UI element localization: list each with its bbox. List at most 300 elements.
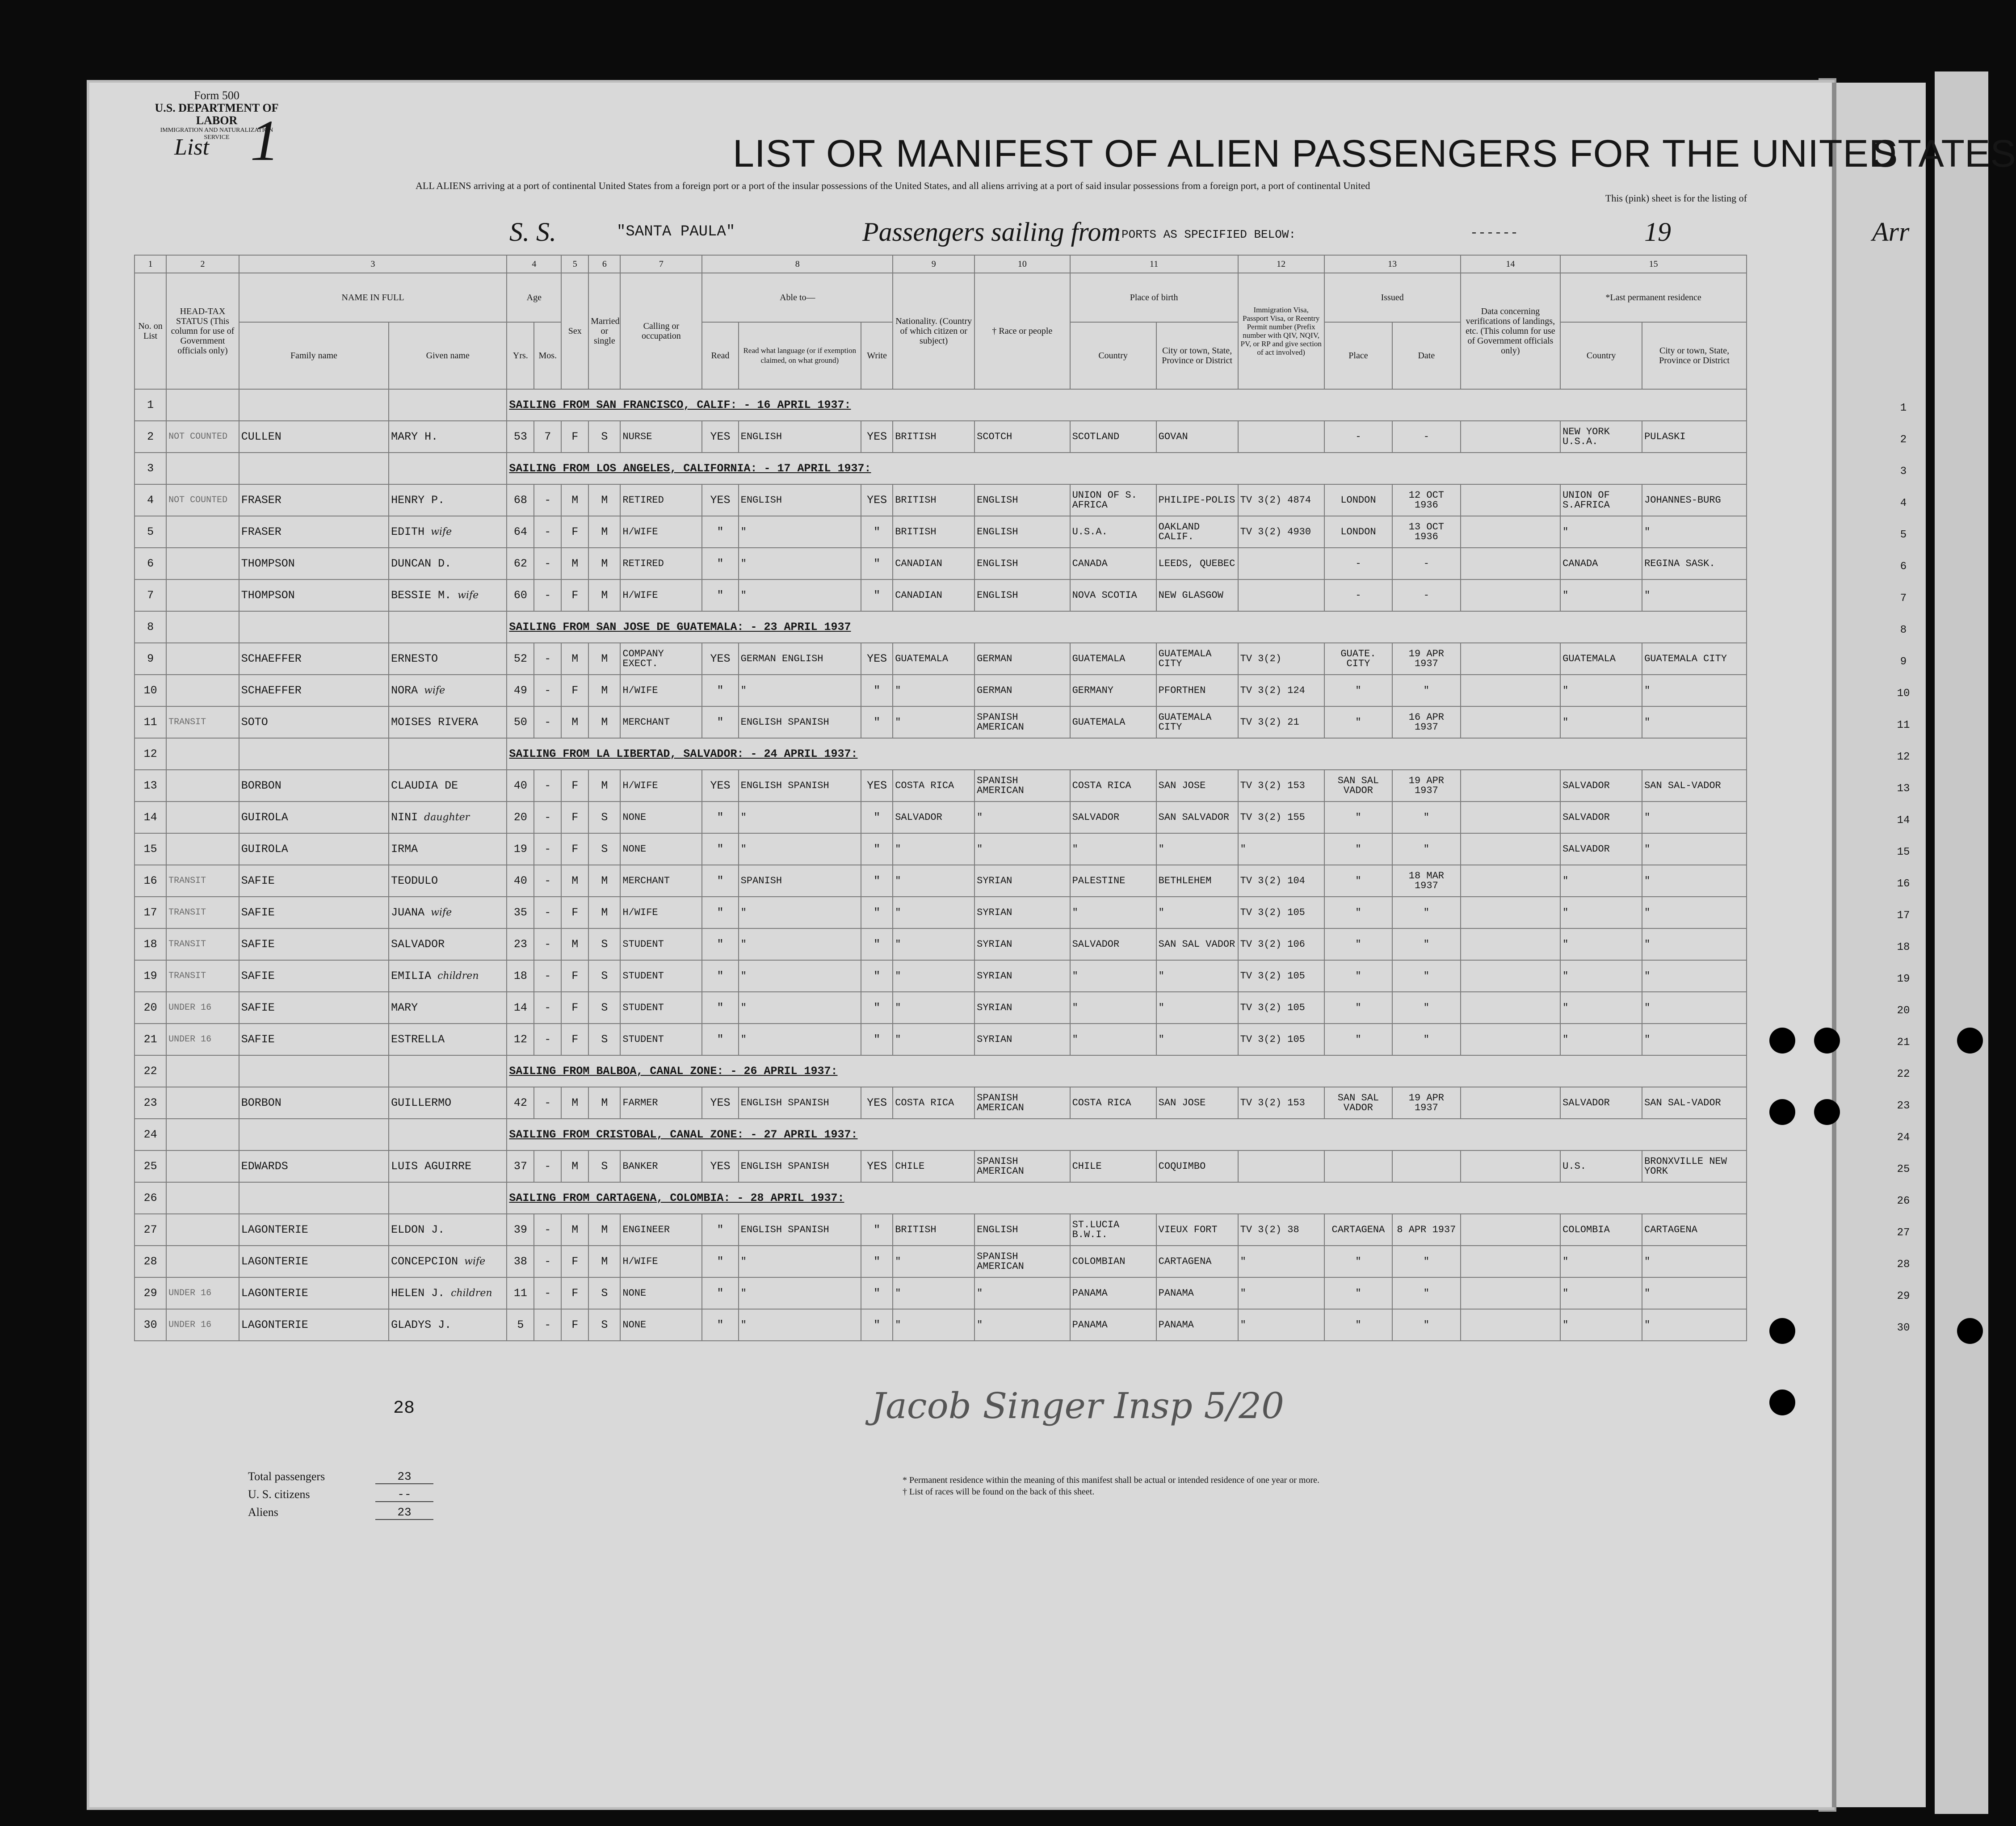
passenger-row bbox=[134, 833, 1747, 865]
right-row-number: 18 bbox=[1897, 941, 1910, 953]
verification-mark bbox=[1461, 1214, 1561, 1246]
totals-block bbox=[248, 1470, 412, 1524]
occupation: STUDENT bbox=[620, 992, 702, 1024]
given-name bbox=[389, 897, 507, 928]
right-row-number: 24 bbox=[1897, 1132, 1910, 1144]
verification-mark bbox=[1461, 1087, 1561, 1119]
read-language: " bbox=[739, 1309, 861, 1341]
passenger-row bbox=[134, 548, 1747, 579]
given-name-text: NORA bbox=[391, 684, 418, 697]
head-tax-status: UNDER 16 bbox=[166, 1309, 239, 1341]
residence-city: PULASKI bbox=[1642, 421, 1747, 453]
occupation: COMPANY EXECT. bbox=[620, 643, 702, 675]
nationality: CHILE bbox=[893, 1150, 974, 1182]
col-number: 7 bbox=[620, 255, 702, 273]
nationality: BRITISH bbox=[893, 516, 974, 548]
birth-country: SCOTLAND bbox=[1070, 421, 1156, 453]
can-read: " bbox=[702, 548, 738, 579]
issued-place: GUATE. CITY bbox=[1324, 643, 1392, 675]
age-months: - bbox=[534, 960, 561, 992]
issued-place: " bbox=[1324, 992, 1392, 1024]
given-name: ERNESTO bbox=[389, 643, 507, 675]
residence-country: U.S. bbox=[1560, 1150, 1642, 1182]
birth-country: GUATEMALA bbox=[1070, 706, 1156, 738]
family-name: EDWARDS bbox=[239, 1150, 389, 1182]
manifest-rows bbox=[134, 389, 1747, 1341]
sex: F bbox=[561, 1246, 588, 1277]
marital-status: S bbox=[588, 1277, 620, 1309]
issued-place: " bbox=[1324, 897, 1392, 928]
row-number: 13 bbox=[134, 770, 166, 802]
visa-number: TV 3(2) 4874 bbox=[1238, 484, 1324, 516]
header-age: Age bbox=[507, 273, 561, 322]
verification-mark bbox=[1461, 548, 1561, 579]
row-number: 5 bbox=[134, 516, 166, 548]
residence-country: " bbox=[1560, 1024, 1642, 1055]
read-language: " bbox=[739, 579, 861, 611]
passenger-row bbox=[134, 1024, 1747, 1055]
right-row-number: 23 bbox=[1897, 1100, 1910, 1112]
visa-number: TV 3(2) 155 bbox=[1238, 802, 1324, 833]
issued-date: " bbox=[1392, 897, 1460, 928]
verification-mark bbox=[1461, 960, 1561, 992]
col-number: 14 bbox=[1461, 255, 1561, 273]
passenger-row bbox=[134, 1309, 1747, 1341]
issued-date: 12 OCT 1936 bbox=[1392, 484, 1460, 516]
passenger-row bbox=[134, 1214, 1747, 1246]
family-name: SAFIE bbox=[239, 960, 389, 992]
family-name: SAFIE bbox=[239, 897, 389, 928]
right-row-number: 16 bbox=[1897, 878, 1910, 890]
row-number: 20 bbox=[134, 992, 166, 1024]
read-language: ENGLISH bbox=[739, 484, 861, 516]
year-prefix: 19 bbox=[1644, 217, 1671, 247]
issued-date: 8 APR 1937 bbox=[1392, 1214, 1460, 1246]
nationality: " bbox=[893, 1024, 974, 1055]
age-months: - bbox=[534, 833, 561, 865]
occupation: H/WIFE bbox=[620, 1246, 702, 1277]
age-years: 12 bbox=[507, 1024, 534, 1055]
relationship-note: wife bbox=[431, 526, 452, 537]
given-name: GLADYS J. bbox=[389, 1309, 507, 1341]
can-read: YES bbox=[702, 643, 738, 675]
issued-date: 19 APR 1937 bbox=[1392, 643, 1460, 675]
binder-hole bbox=[1769, 1099, 1795, 1125]
can-write: YES bbox=[861, 1150, 893, 1182]
marital-status: M bbox=[588, 579, 620, 611]
age-months: - bbox=[534, 1246, 561, 1277]
family-name: BORBON bbox=[239, 770, 389, 802]
race: SYRIAN bbox=[974, 992, 1070, 1024]
read-language: ENGLISH SPANISH bbox=[739, 1087, 861, 1119]
residence-city: " bbox=[1642, 675, 1747, 706]
age-months: - bbox=[534, 770, 561, 802]
header-married: Married or single bbox=[588, 273, 620, 389]
family-name: SCHAEFFER bbox=[239, 675, 389, 706]
visa-number: " bbox=[1238, 1277, 1324, 1309]
given-name: IRMA bbox=[389, 833, 507, 865]
header-issued: Issued bbox=[1324, 273, 1461, 322]
right-row-number: 5 bbox=[1900, 529, 1907, 541]
given-name-text: CONCEPCION bbox=[391, 1255, 458, 1268]
residence-city: " bbox=[1642, 833, 1747, 865]
can-write: YES bbox=[861, 1087, 893, 1119]
footnote-residence: * Permanent residence within the meaning of this manifest shall be actual or intended residence of one year or more. bbox=[903, 1475, 1320, 1485]
row-number: 28 bbox=[134, 1246, 166, 1277]
birth-country: COSTA RICA bbox=[1070, 770, 1156, 802]
given-name: ESTRELLA bbox=[389, 1024, 507, 1055]
header-read: Read bbox=[702, 322, 738, 389]
head-tax-status: TRANSIT bbox=[166, 706, 239, 738]
ship-name: "SANTA PAULA" bbox=[617, 223, 735, 240]
empty-cell bbox=[389, 1182, 507, 1214]
verification-mark bbox=[1461, 897, 1561, 928]
can-write: " bbox=[861, 897, 893, 928]
birth-country: ST.LUCIA B.W.I. bbox=[1070, 1214, 1156, 1246]
can-read: " bbox=[702, 928, 738, 960]
visa-number bbox=[1238, 579, 1324, 611]
birth-city: GUATEMALA CITY bbox=[1156, 643, 1238, 675]
visa-number: TV 3(2) 38 bbox=[1238, 1214, 1324, 1246]
sailing-row bbox=[134, 738, 1747, 770]
residence-country: NEW YORK U.S.A. bbox=[1560, 421, 1642, 453]
nationality: CANADIAN bbox=[893, 548, 974, 579]
nationality: " bbox=[893, 706, 974, 738]
head-tax-status: UNDER 16 bbox=[166, 1024, 239, 1055]
birth-country: PANAMA bbox=[1070, 1277, 1156, 1309]
given-name: LUIS AGUIRRE bbox=[389, 1150, 507, 1182]
issued-place: LONDON bbox=[1324, 516, 1392, 548]
residence-country: GUATEMALA bbox=[1560, 643, 1642, 675]
header-read-language: Read what language (or if exemption claimed, on what ground) bbox=[739, 322, 861, 389]
header-visa: Immigration Visa, Passport Visa, or Reentry Permit number (Prefix number with QIV, NQIV, PV, or RP and give section of act involved) bbox=[1238, 273, 1324, 389]
right-row-number: 25 bbox=[1897, 1163, 1910, 1175]
residence-country: SALVADOR bbox=[1560, 770, 1642, 802]
head-tax-status bbox=[166, 833, 239, 865]
header-able-to: Able to— bbox=[702, 273, 893, 322]
issued-date: " bbox=[1392, 960, 1460, 992]
header-write: Write bbox=[861, 322, 893, 389]
residence-country: " bbox=[1560, 516, 1642, 548]
age-months: - bbox=[534, 1150, 561, 1182]
header-head-tax: HEAD-TAX STATUS (This column for use of Government officials only) bbox=[166, 273, 239, 389]
age-years: 52 bbox=[507, 643, 534, 675]
row-number: 6 bbox=[134, 548, 166, 579]
issued-place: - bbox=[1324, 579, 1392, 611]
column-number-row bbox=[134, 255, 1747, 273]
age-months: - bbox=[534, 928, 561, 960]
right-row-number: 27 bbox=[1897, 1227, 1910, 1239]
birth-country: U.S.A. bbox=[1070, 516, 1156, 548]
birth-country: COLOMBIAN bbox=[1070, 1246, 1156, 1277]
passenger-row bbox=[134, 992, 1747, 1024]
total-passengers-label: Total passengers bbox=[248, 1470, 325, 1483]
issued-date: - bbox=[1392, 548, 1460, 579]
aliens-value: 23 bbox=[375, 1506, 433, 1520]
visa-number: TV 3(2) 153 bbox=[1238, 1087, 1324, 1119]
residence-country: " bbox=[1560, 1277, 1642, 1309]
marital-status: M bbox=[588, 1214, 620, 1246]
right-row-number: 14 bbox=[1897, 814, 1910, 827]
residence-city: JOHANNES-BURG bbox=[1642, 484, 1747, 516]
birth-city: GUATEMALA CITY bbox=[1156, 706, 1238, 738]
race: SPANISH AMERICAN bbox=[974, 1150, 1070, 1182]
issued-date: " bbox=[1392, 802, 1460, 833]
empty-cell bbox=[166, 611, 239, 643]
family-name: SAFIE bbox=[239, 1024, 389, 1055]
marital-status: M bbox=[588, 548, 620, 579]
residence-country: UNION OF S.AFRICA bbox=[1560, 484, 1642, 516]
occupation: H/WIFE bbox=[620, 579, 702, 611]
passenger-row bbox=[134, 579, 1747, 611]
occupation: RETIRED bbox=[620, 484, 702, 516]
given-name bbox=[389, 1246, 507, 1277]
age-years: 37 bbox=[507, 1150, 534, 1182]
issued-place: " bbox=[1324, 833, 1392, 865]
birth-country: UNION OF S. AFRICA bbox=[1070, 484, 1156, 516]
residence-city: " bbox=[1642, 897, 1747, 928]
empty-cell bbox=[389, 1119, 507, 1150]
nationality: " bbox=[893, 1277, 974, 1309]
read-language: " bbox=[739, 516, 861, 548]
occupation: NURSE bbox=[620, 421, 702, 453]
read-language: " bbox=[739, 1277, 861, 1309]
can-write: " bbox=[861, 865, 893, 897]
head-tax-status: TRANSIT bbox=[166, 897, 239, 928]
right-row-number: 8 bbox=[1900, 624, 1907, 636]
age-years: 35 bbox=[507, 897, 534, 928]
sex: F bbox=[561, 421, 588, 453]
age-years: 5 bbox=[507, 1309, 534, 1341]
header-name-in-full: NAME IN FULL bbox=[239, 273, 507, 322]
passenger-row bbox=[134, 1246, 1747, 1277]
visa-number: " bbox=[1238, 833, 1324, 865]
sailing-label: Passengers sailing from bbox=[862, 217, 1121, 247]
us-citizens-label: U. S. citizens bbox=[248, 1488, 310, 1501]
row-number: 7 bbox=[134, 579, 166, 611]
residence-city: " bbox=[1642, 516, 1747, 548]
sailing-header: SAILING FROM CARTAGENA, COLOMBIA: - 28 APRIL 1937: bbox=[507, 1182, 1747, 1214]
us-citizens-value: -- bbox=[375, 1488, 433, 1502]
aliens-label: Aliens bbox=[248, 1506, 278, 1519]
birth-city: PHILIPE-POLIS bbox=[1156, 484, 1238, 516]
age-years: 50 bbox=[507, 706, 534, 738]
sailing-row bbox=[134, 1182, 1747, 1214]
verification-mark bbox=[1461, 928, 1561, 960]
residence-city: " bbox=[1642, 1277, 1747, 1309]
nationality: " bbox=[893, 865, 974, 897]
col-number: 6 bbox=[588, 255, 620, 273]
marital-status: M bbox=[588, 897, 620, 928]
binder-hole bbox=[1769, 1389, 1795, 1415]
col-number: 8 bbox=[702, 255, 893, 273]
family-name: SCHAEFFER bbox=[239, 643, 389, 675]
age-months: - bbox=[534, 1277, 561, 1309]
read-language: " bbox=[739, 1246, 861, 1277]
row-number: 10 bbox=[134, 675, 166, 706]
occupation: H/WIFE bbox=[620, 516, 702, 548]
given-name bbox=[389, 579, 507, 611]
family-name: LAGONTERIE bbox=[239, 1309, 389, 1341]
issued-place: " bbox=[1324, 802, 1392, 833]
passenger-row bbox=[134, 928, 1747, 960]
residence-country: " bbox=[1560, 1246, 1642, 1277]
occupation: FARMER bbox=[620, 1087, 702, 1119]
issued-date: 19 APR 1937 bbox=[1392, 1087, 1460, 1119]
issued-date: " bbox=[1392, 1246, 1460, 1277]
nationality: " bbox=[893, 1309, 974, 1341]
visa-number: TV 3(2) 104 bbox=[1238, 865, 1324, 897]
sailing-header: SAILING FROM SAN JOSE DE GUATEMALA: - 23 APRIL 1937 bbox=[507, 611, 1747, 643]
marital-status: M bbox=[588, 770, 620, 802]
can-read: " bbox=[702, 992, 738, 1024]
subtitle-line-2: This (pink) sheet is for the listing of bbox=[1605, 193, 1747, 204]
birth-city: PFORTHEN bbox=[1156, 675, 1238, 706]
sex: F bbox=[561, 1024, 588, 1055]
read-language: ENGLISH SPANISH bbox=[739, 770, 861, 802]
head-tax-status bbox=[166, 1246, 239, 1277]
family-name: CULLEN bbox=[239, 421, 389, 453]
race: SYRIAN bbox=[974, 928, 1070, 960]
nationality: BRITISH bbox=[893, 1214, 974, 1246]
verification-mark bbox=[1461, 1277, 1561, 1309]
verification-mark bbox=[1461, 484, 1561, 516]
head-tax-status bbox=[166, 579, 239, 611]
row-number: 14 bbox=[134, 802, 166, 833]
given-name: DUNCAN D. bbox=[389, 548, 507, 579]
sex: M bbox=[561, 643, 588, 675]
visa-number: TV 3(2) 124 bbox=[1238, 675, 1324, 706]
birth-country: GERMANY bbox=[1070, 675, 1156, 706]
right-row-number: 3 bbox=[1900, 466, 1907, 478]
visa-number: TV 3(2) 21 bbox=[1238, 706, 1324, 738]
head-tax-status: TRANSIT bbox=[166, 960, 239, 992]
sex: M bbox=[561, 865, 588, 897]
empty-cell bbox=[239, 453, 389, 484]
passenger-row bbox=[134, 1087, 1747, 1119]
sex: M bbox=[561, 928, 588, 960]
family-name: SOTO bbox=[239, 706, 389, 738]
can-read: " bbox=[702, 579, 738, 611]
residence-city: " bbox=[1642, 579, 1747, 611]
age-months: - bbox=[534, 484, 561, 516]
visa-number: " bbox=[1238, 1246, 1324, 1277]
verification-mark bbox=[1461, 770, 1561, 802]
given-name: MARY bbox=[389, 992, 507, 1024]
visa-number: TV 3(2) 105 bbox=[1238, 1024, 1324, 1055]
sex: F bbox=[561, 833, 588, 865]
verification-mark bbox=[1461, 421, 1561, 453]
empty-cell bbox=[239, 389, 389, 421]
residence-city: GUATEMALA CITY bbox=[1642, 643, 1747, 675]
marital-status: S bbox=[588, 1309, 620, 1341]
birth-country: PANAMA bbox=[1070, 1309, 1156, 1341]
issued-place: " bbox=[1324, 1024, 1392, 1055]
row-number: 12 bbox=[134, 738, 166, 770]
nationality: " bbox=[893, 897, 974, 928]
can-write: " bbox=[861, 1246, 893, 1277]
birth-city: SAN SAL VADOR bbox=[1156, 928, 1238, 960]
marital-status: S bbox=[588, 1150, 620, 1182]
head-tax-status: UNDER 16 bbox=[166, 992, 239, 1024]
given-name: MOISES RIVERA bbox=[389, 706, 507, 738]
residence-country: COLOMBIA bbox=[1560, 1214, 1642, 1246]
given-name: ELDON J. bbox=[389, 1214, 507, 1246]
marital-status: S bbox=[588, 833, 620, 865]
read-language: ENGLISH SPANISH bbox=[739, 1214, 861, 1246]
row-number: 15 bbox=[134, 833, 166, 865]
birth-city: NEW GLASGOW bbox=[1156, 579, 1238, 611]
row-number: 3 bbox=[134, 453, 166, 484]
visa-number: TV 3(2) 105 bbox=[1238, 960, 1324, 992]
residence-country: SALVADOR bbox=[1560, 802, 1642, 833]
passenger-row bbox=[134, 770, 1747, 802]
family-name: GUIROLA bbox=[239, 833, 389, 865]
issued-date: 19 APR 1937 bbox=[1392, 770, 1460, 802]
read-language: " bbox=[739, 960, 861, 992]
right-row-number: 21 bbox=[1897, 1037, 1910, 1049]
passenger-row bbox=[134, 1277, 1747, 1309]
passenger-row bbox=[134, 484, 1747, 516]
birth-city: VIEUX FORT bbox=[1156, 1214, 1238, 1246]
read-language: " bbox=[739, 1024, 861, 1055]
can-read: YES bbox=[702, 484, 738, 516]
header-res-country: Country bbox=[1560, 322, 1642, 389]
issued-date: " bbox=[1392, 833, 1460, 865]
race: " bbox=[974, 1277, 1070, 1309]
residence-city: BRONXVILLE NEW YORK bbox=[1642, 1150, 1747, 1182]
birth-country: " bbox=[1070, 1024, 1156, 1055]
empty-cell bbox=[166, 453, 239, 484]
relationship-note: wife bbox=[464, 1255, 486, 1267]
birth-city: GOVAN bbox=[1156, 421, 1238, 453]
header-row-1 bbox=[134, 273, 1747, 322]
right-row-number: 28 bbox=[1897, 1259, 1910, 1271]
passenger-row bbox=[134, 421, 1747, 453]
issued-place: - bbox=[1324, 548, 1392, 579]
age-months: - bbox=[534, 897, 561, 928]
issued-place: " bbox=[1324, 865, 1392, 897]
visa-number: TV 3(2) 153 bbox=[1238, 770, 1324, 802]
age-months: - bbox=[534, 1024, 561, 1055]
can-read: " bbox=[702, 802, 738, 833]
marital-status: M bbox=[588, 1246, 620, 1277]
nationality: SALVADOR bbox=[893, 802, 974, 833]
empty-cell bbox=[166, 1055, 239, 1087]
manifest-table bbox=[134, 255, 1747, 1341]
empty-cell bbox=[166, 1182, 239, 1214]
residence-city: " bbox=[1642, 706, 1747, 738]
verification-mark bbox=[1461, 1150, 1561, 1182]
row-number: 16 bbox=[134, 865, 166, 897]
issued-place: CARTAGENA bbox=[1324, 1214, 1392, 1246]
issued-date: 13 OCT 1936 bbox=[1392, 516, 1460, 548]
given-name bbox=[389, 1277, 507, 1309]
residence-city: " bbox=[1642, 992, 1747, 1024]
list-number: 1 bbox=[250, 109, 279, 173]
col-number: 4 bbox=[507, 255, 561, 273]
head-tax-status: NOT COUNTED bbox=[166, 484, 239, 516]
issued-place: LONDON bbox=[1324, 484, 1392, 516]
residence-country: SALVADOR bbox=[1560, 833, 1642, 865]
family-name: SAFIE bbox=[239, 865, 389, 897]
head-tax-status: NOT COUNTED bbox=[166, 421, 239, 453]
head-tax-status: TRANSIT bbox=[166, 928, 239, 960]
issued-place: SAN SAL VADOR bbox=[1324, 770, 1392, 802]
occupation: NONE bbox=[620, 1277, 702, 1309]
issued-place: " bbox=[1324, 928, 1392, 960]
can-read: " bbox=[702, 516, 738, 548]
